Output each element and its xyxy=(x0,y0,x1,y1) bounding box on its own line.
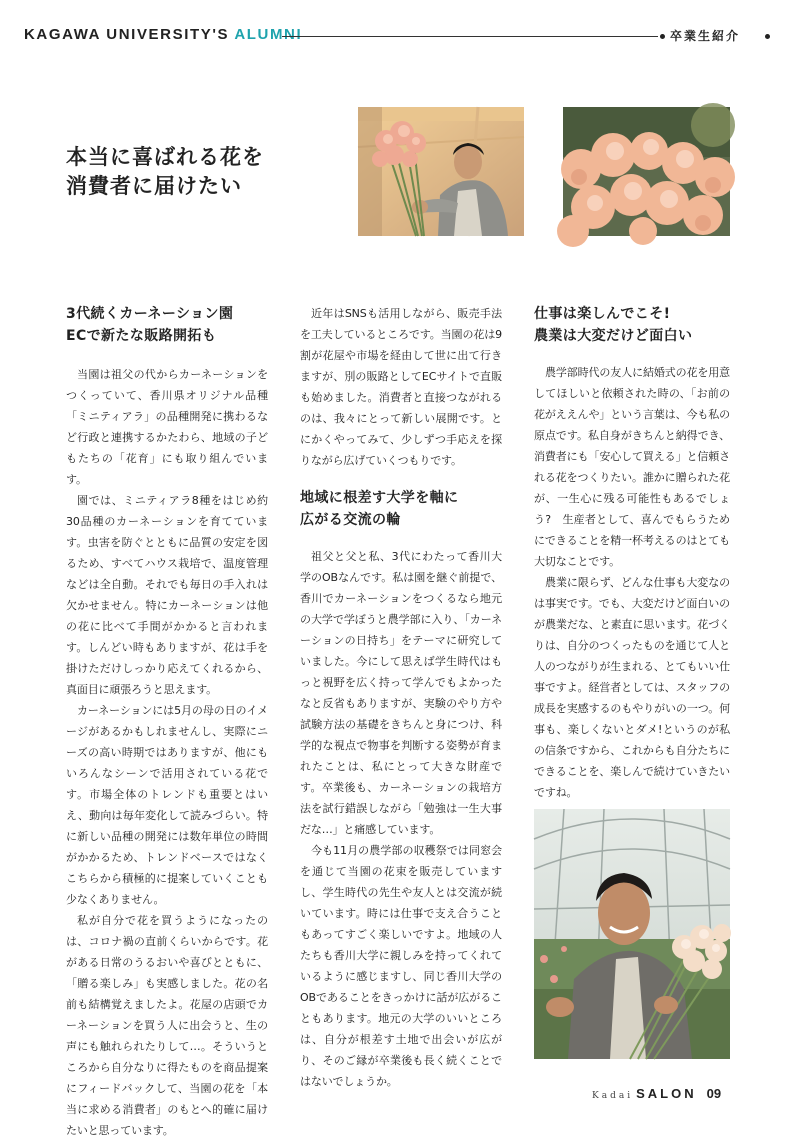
footer-kadai: Kadai xyxy=(592,1091,634,1101)
header-rule xyxy=(282,36,658,37)
photo-farmer-in-greenhouse xyxy=(534,809,730,1059)
brand-prefix: KAGAWA UNIVERSITY'S xyxy=(24,26,235,43)
page-number: 09 xyxy=(706,1086,722,1101)
header-dot-left xyxy=(660,34,665,39)
article-column-2 xyxy=(300,303,502,1092)
lead-title-line1: 本当に喜ばれる花を xyxy=(66,145,264,169)
brand-title xyxy=(24,26,302,43)
col1-heading xyxy=(66,303,268,347)
col3-paragraph: 農学部時代の友人に結婚式の花を用意してほしいと依頼された時の、「お前の花がええんや」という言葉は、今も私の原点です。私自身がきちんと納得でき、消費者にも「安心して買える」と信頼される花をつくりたい。誰かに贈られた花が、一生心に残る可能性もあるでしょう? 生産者として、喜んでもらうためにできることを精一杯考えるのはとても大切なことです。 xyxy=(534,366,730,568)
col2-paragraph: 今も11月の農学部の収穫祭では同窓会を通じて当園の花束を販売していますし、学生時代の先生や友人とは交流が続いています。時には仕事で支え合うこともあってすごく楽しいですよ。地域の人たちも香川大学に親しみを持ってくれているように感じますし、同じ香川大学のOBであることをきっかけに話が広がることもあります。地元の大学のいいところは、自分が根差す土地で出会いが広がり、そのご縁が卒業後も長く続くことではないでしょうか。 xyxy=(300,844,502,1088)
col3-heading-line2: 農業は大変だけど面白い xyxy=(534,328,693,344)
col2-paragraph: 祖父と父と私、3代にわたって香川大学のOBなんです。私は園を継ぐ前提で、香川でカーネーションをつくるなら地元の大学で学ぼうと農学部に入り、「カーネーションの日持ち」をテーマに研究していました。今にして思えば学生時代はもっと視野を広く持って学んでもよかったなと反省もありますが、実験のやり方や試験方法の基礎をきちんと身につけ、科学的な視点で物事を判断する姿勢が育まれたことは、私にとって大きな財産です。卒業後も、カーネーションの栽培方法を試行錯誤しながら「勉強は一生大事だな…」と痛感しています。 xyxy=(300,550,502,836)
brand-accent: ALUMNI xyxy=(234,26,303,43)
col1-heading-line2: ECで新たな販路開拓も xyxy=(66,328,217,344)
col2-heading-line1: 地域に根差す大学を軸に xyxy=(300,490,459,506)
col3-paragraph: 農業に限らず、どんな仕事も大変なのは事実です。でも、大変だけど面白いのが農業だな、と素直に思います。花づくりは、自分のつくったものを通じて人と人のつながりが生まれる、とてもいい仕事ですよ。経営者としては、スタッフの成長を実感するのもやりがいの一つ。何事も、楽しくないとダメ!というのが私の信条ですから、これからも自分たちにできることを、楽しんで続けていきたいですね。 xyxy=(534,576,730,799)
col2-heading xyxy=(300,487,502,531)
col1-heading-line1: 3代続くカーネーション園 xyxy=(66,306,234,322)
col1-paragraph: 私が自分で花を買うようになったのは、コロナ禍の直前くらいからです。花がある日常のうるおいや喜びとともに、「贈る楽しみ」も実感しました。花の名前も結構覚えましたよ。花屋の店頭でカーネーションを買う人に出会うと、生の声にも触れられたりして…。そういうところから自分なりに得たものを商品提案にフィードバックして、当園の花を「本当に求める消費者」のもとへ的確に届けたいと思っています。 xyxy=(66,914,268,1137)
col1-paragraph: カーネーションには5月の母の日のイメージがあるかもしれませんし、実際にニーズの高い時期ではありますが、他にもいろんなシーンで活用されている花です。市場全体のトレンドも重要とはいえ、動向は毎年変化して読みづらい。特に新しい品種の開発には数年単位の時間がかかるため、トレンドベースではなくこちらから積極的に提案していくことも少なくありません。 xyxy=(66,704,268,906)
page-header xyxy=(24,26,770,50)
col3-heading-line1: 仕事は楽しんでこそ! xyxy=(534,306,671,322)
col3-heading xyxy=(534,303,730,347)
col2-heading-line2: 広がる交流の輪 xyxy=(300,512,401,528)
section-label: 卒業生紹介 xyxy=(670,29,741,43)
photo-carnation-closeup xyxy=(563,107,730,236)
header-dot-right xyxy=(765,34,770,39)
article-column-3 xyxy=(534,303,730,803)
lead-title-line2: 消費者に届けたい xyxy=(66,174,242,198)
footer-salon: SALON xyxy=(636,1086,697,1101)
col1-paragraph: 園では、ミニティアラ8種をはじめ約30品種のカーネーションを育てています。虫害を防ぐとともに品質の安定を図るため、すべてハウス栽培で、温度管理などは全自動。それでも毎日の手入れは欠かせません。特にカーネーションは他の花に比べて手間がかかると言われます。しんどい時もありますが、花は手を掛けただけしっかり応えてくれるから、真面目に頑張ろうと思えます。 xyxy=(66,494,268,696)
lead-title xyxy=(66,143,336,201)
col1-paragraph: 当園は祖父の代からカーネーションをつくっていて、香川県オリジナル品種「ミニティアラ」の品種開発に携わるなど行政と連携するかたわら、地域の子どもたちの「花育」にも取り組んでいます。 xyxy=(66,368,268,486)
article-column-1 xyxy=(66,303,268,1141)
page-footer xyxy=(592,1083,772,1103)
photo-farmer-holding-flowers xyxy=(358,107,524,236)
col2-intro-paragraph: 近年はSNSも活用しながら、販売手法を工夫しているところです。当園の花は9割が花屋や市場を経由して世に出て行きますが、別の販路としてECサイトで直販も始めました。消費者と直接つながれるのは、我々にとって新しい展開です。とにかくやってみて、少しずつ手応えを探りながら広げていくつもりです。 xyxy=(300,307,502,467)
